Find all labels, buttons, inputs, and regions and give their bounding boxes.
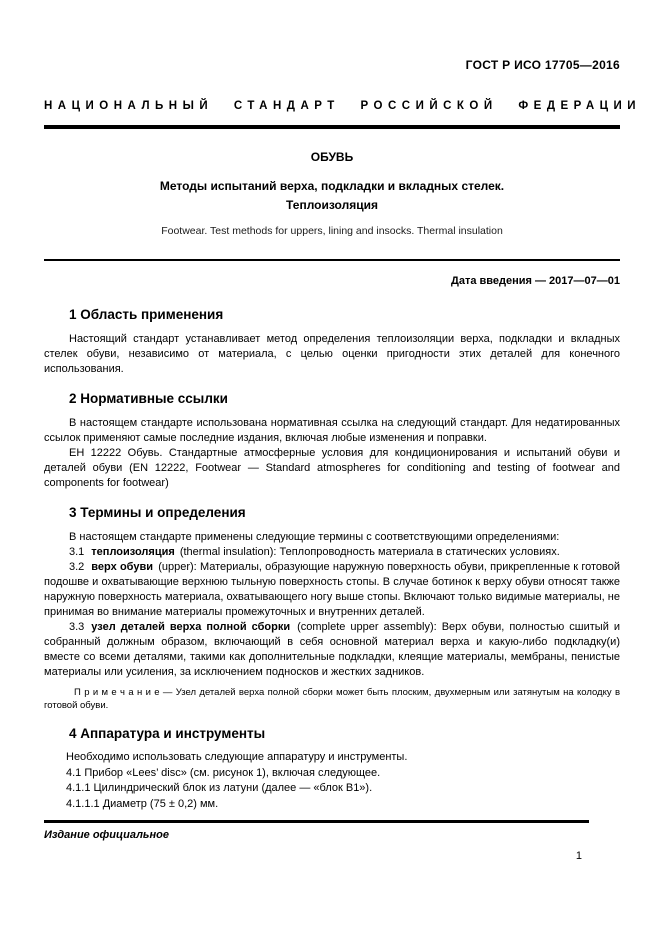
term-name: теплоизоляция xyxy=(91,546,175,558)
term-number: 3.2 xyxy=(69,561,85,573)
section-references xyxy=(44,391,620,491)
scope-paragraph: Настоящий стандарт устанавливает метод определения теплоизоляции верха, подкладки и вкладных стелек обуви, независимо от материала, с целью оценки пригодности этих деталей для конечного использования. xyxy=(44,333,620,375)
section-apparatus xyxy=(44,726,620,812)
title-subtitle-line2: Теплоизоляция xyxy=(286,198,378,212)
section-scope-heading: 1 Область применения xyxy=(69,307,224,322)
terms-note xyxy=(44,686,620,712)
apparatus-item: 4.1.1.1 Диаметр (75 ± 0,2) мм. xyxy=(66,797,219,810)
page-footer xyxy=(44,820,620,862)
title-subtitle xyxy=(44,177,620,215)
apparatus-item: 4.1.1 Цилиндрический блок из латуни (далее — «блок В1»). xyxy=(66,782,373,794)
official-edition-label: Издание официальное xyxy=(44,829,169,841)
header-rule xyxy=(44,125,620,129)
term-text: (upper): Материалы, образующие наружную поверхность обуви, прикрепленные к готовой подошве и охватывающие верхнюю тыльную поверхность стопы. В случае ботинок к верху обуви относят также наружную поверхность материала, охватывающего ногу выше стопы. Включают только видимые материалы, не принимая во внимание материалы промежуточных и внутренних деталей. xyxy=(44,561,620,618)
term-definition-complete-upper-assembly xyxy=(44,620,620,680)
term-number: 3.1 xyxy=(69,546,85,558)
apparatus-item: 4.1 Прибор «Lees’ disc» (см. рисунок 1), включая следующее. xyxy=(66,766,381,779)
note-text: — Узел деталей верха полной сборки может быть плоским, двухмерным или затянутым на колодку в готовой обуви. xyxy=(44,687,621,711)
term-number: 3.3 xyxy=(69,621,85,633)
term-text: (thermal insulation): Теплопроводность материала в статических условиях. xyxy=(179,546,560,558)
effective-date: Дата введения — 2017—07—01 xyxy=(451,275,620,287)
section-apparatus-heading: 4 Аппаратура и инструменты xyxy=(69,726,266,741)
term-definition-upper xyxy=(44,560,620,620)
title-subtitle-line1: Методы испытаний верха, подкладки и вкладных стелек. xyxy=(159,179,505,193)
section-terms xyxy=(44,505,620,712)
doc-number: ГОСТ Р ИСО 17705—2016 xyxy=(465,58,620,72)
title-block xyxy=(44,150,620,237)
references-paragraph: В настоящем стандарте использована нормативная ссылка на следующий стандарт. Для недатированных ссылок применяют самые последние издания, включая любые изменения и поправки. xyxy=(44,417,620,444)
term-text: (complete upper assembly): Верх обуви, полностью сшитый и собранный должным образом, включающий в себя основной материал верха и какую-либо подкладку(и) вместе со всеми деталями, такими как дополнительные подкладки, клеящие материалы, мембраны, пенистые материалы или усиления, за исключением подносков и жестких задников. xyxy=(44,621,621,678)
title-subject: ОБУВЬ xyxy=(310,150,354,164)
page-number: 1 xyxy=(575,850,582,862)
references-standard-entry: ЕН 12222 Обувь. Стандартные атмосферные условия для кондиционирования и испытаний обуви и деталей обуви (EN 12222, Footwear — Standard atmospheres for conditioning and testing of footwear and components for footwear) xyxy=(44,447,620,489)
section-references-heading: 2 Нормативные ссылки xyxy=(69,391,228,406)
title-english: Footwear. Test methods for uppers, lining and insocks. Thermal insulation xyxy=(161,225,503,237)
section-scope xyxy=(44,307,620,377)
section-terms-heading: 3 Термины и определения xyxy=(69,505,246,520)
term-definition-thermal-insulation xyxy=(44,545,620,560)
footer-rule xyxy=(44,820,589,823)
term-name: верх обуви xyxy=(91,561,153,573)
terms-intro: В настоящем стандарте применены следующие термины с соответствующими определениями: xyxy=(69,531,560,543)
term-name: узел деталей верха полной сборки xyxy=(91,621,291,633)
note-label: П р и м е ч а н и е xyxy=(74,687,160,698)
apparatus-intro: Необходимо использовать следующие аппаратуру и инструменты. xyxy=(66,751,408,763)
federation-standard-header: НАЦИОНАЛЬНЫЙ СТАНДАРТ РОССИЙСКОЙ ФЕДЕРАЦИИ xyxy=(44,100,642,112)
title-rule xyxy=(44,259,620,261)
